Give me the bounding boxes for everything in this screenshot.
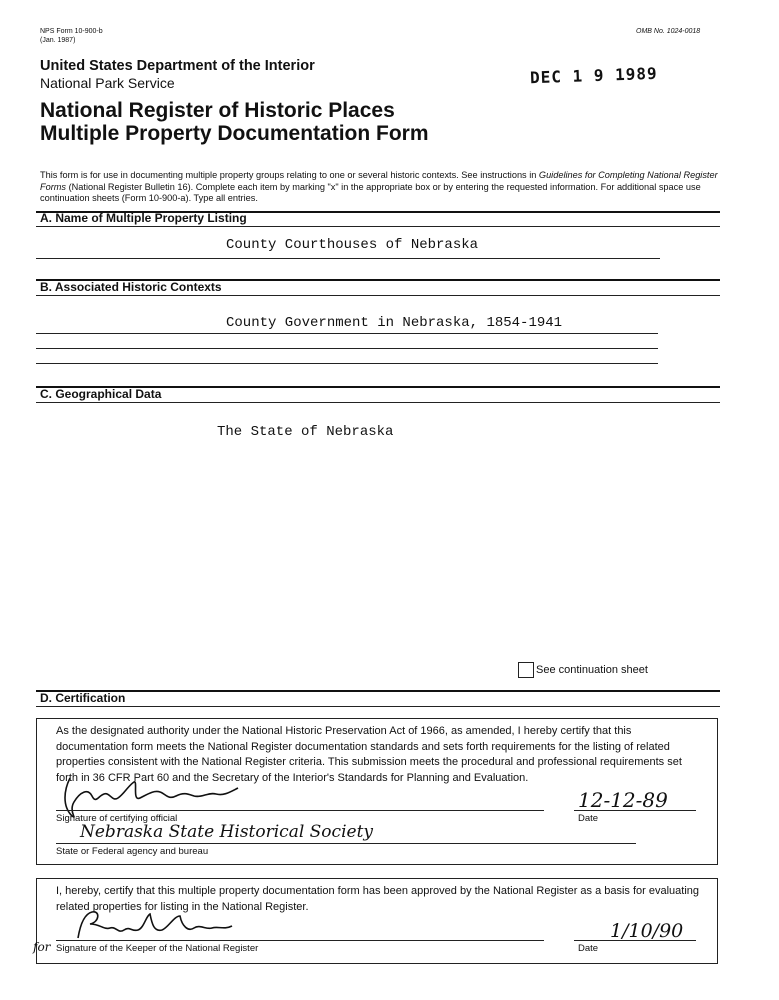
- entry-line: [36, 333, 658, 334]
- entry-line: [36, 363, 658, 364]
- form-number: NPS Form 10-900-b: [40, 28, 103, 35]
- omb-number: OMB No. 1024-0018: [636, 28, 701, 35]
- keeper-for-prefix: for: [33, 940, 51, 954]
- keeper-signature: [70, 908, 240, 944]
- agency-handwritten: Nebraska State Historical Society: [80, 822, 374, 842]
- entry-line: [36, 258, 660, 259]
- department-name: United States Department of the Interior: [40, 58, 315, 74]
- continuation-label: See continuation sheet: [536, 664, 648, 676]
- divider: [36, 402, 720, 403]
- section-c-value: The State of Nebraska: [217, 424, 394, 440]
- section-a-value: County Courthouses of Nebraska: [226, 237, 479, 253]
- keeper-statement: I, hereby, certify that this multiple property documentation form has been approved by the National Register as a basis for evaluating related properties for listing in the National Register.: [56, 885, 700, 913]
- service-name: National Park Service: [40, 75, 175, 91]
- form-date: (Jan. 1987): [40, 37, 76, 44]
- entry-line: [36, 348, 658, 349]
- keeper-date-label: Date: [578, 943, 599, 954]
- agency-line: [56, 843, 636, 844]
- certification-date: 12-12-89: [578, 788, 668, 812]
- signature-label: Signature of certifying official: [56, 813, 178, 824]
- date-line: [574, 810, 696, 811]
- continuation-checkbox[interactable]: [518, 662, 534, 678]
- agency-label: State or Federal agency and bureau: [56, 846, 209, 857]
- divider: [36, 295, 720, 296]
- received-date-stamp: DEC 1 9 1989: [529, 63, 658, 88]
- keeper-date: 1/10/90: [610, 920, 684, 942]
- keeper-signature-line: [56, 940, 544, 941]
- section-b-value: County Government in Nebraska, 1854-1941: [226, 315, 563, 331]
- section-b-heading: B. Associated Historic Contexts: [40, 280, 222, 294]
- divider: [36, 226, 720, 227]
- certification-statement: As the designated authority under the National Historic Preservation Act of 1966, as amended, I hereby certify that this documentation form meets the National Register documentation standards and sets forth requirements for the listing of related properties consistent with the National Register criteria. This submission meets the procedural and professional requirements set forth in 36 CFR Part 60 and the Secretary of the Interior's Standards for Planning and Evaluation.: [56, 725, 682, 784]
- section-a-heading: A. Name of Multiple Property Listing: [40, 211, 247, 225]
- divider: [36, 690, 720, 692]
- form-title-line1: National Register of Historic Places: [40, 99, 395, 122]
- section-c-heading: C. Geographical Data: [40, 387, 162, 401]
- keeper-date-line: [574, 940, 696, 941]
- section-d-heading: D. Certification: [40, 691, 126, 705]
- divider: [36, 706, 720, 707]
- keeper-signature-label: Signature of the Keeper of the National Register: [56, 943, 259, 954]
- instructions-text-2: (National Register Bulletin 16). Complete each item by marking "x" in the appropriate box or by entering the requested information. For additional space use continuation sheets (Form 10-900-a). Type all entries.: [40, 181, 701, 203]
- instructions: [40, 170, 720, 205]
- instructions-text: This form is for use in documenting multiple property groups relating to one or several historic contexts. See instructions in: [40, 170, 537, 180]
- instructions-guidelines-title: Guidelines for Completing National Register Forms: [40, 170, 718, 192]
- form-title-line2: Multiple Property Documentation Form: [40, 122, 429, 145]
- date-label: Date: [578, 813, 599, 824]
- signature-line: [56, 810, 544, 811]
